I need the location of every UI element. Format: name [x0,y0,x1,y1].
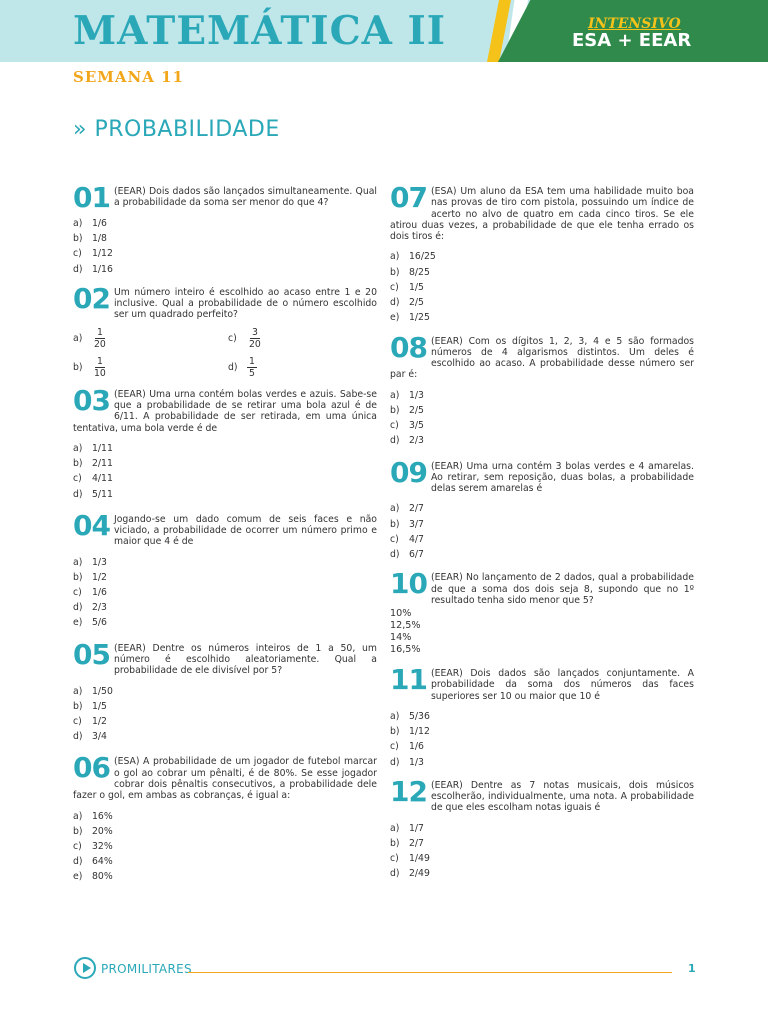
answer-option [73,231,377,246]
option-letter: b) [390,726,400,738]
option-value: 1/3 [92,556,107,568]
question-text-block [390,330,694,381]
option-letter: c) [390,281,399,293]
answer-options [73,441,377,502]
answer-value: 10% [390,608,412,620]
answer-options [73,684,377,745]
fraction-denominator: 20 [94,338,106,350]
option-value: 3/7 [409,518,424,530]
answer-value: 12,5% [390,620,421,632]
option-letter: d) [73,488,83,500]
question-text-block [73,508,377,548]
answer-option [73,356,228,379]
answer-option [73,585,377,600]
answer-option [73,839,377,854]
option-letter: d) [73,731,83,743]
option-letter: a) [390,389,400,401]
option-value: 1/2 [92,715,107,727]
answer-option [390,403,694,418]
answer-option [390,532,694,547]
question-block [73,508,377,631]
answer-option [73,729,377,744]
answer-values [390,608,694,656]
question-text-block [390,455,694,495]
question-statement: (EEAR) Dois dados são lançados simultaneamente. Qual a probabilidade da soma ser menor do que 4? [113,186,377,209]
question-text-block [73,751,377,802]
answer-option [73,246,377,261]
answer-option [73,555,377,570]
option-letter: a) [390,710,400,722]
option-value: 2/5 [409,404,424,416]
fraction-numerator: 1 [96,355,103,367]
option-value: 32% [92,840,113,852]
answer-option [73,714,377,729]
answer-options [73,809,377,885]
option-letter: c) [73,248,82,260]
question-block [73,281,377,379]
option-letter: a) [73,332,83,344]
answer-option [73,262,377,277]
option-value: 2/3 [409,435,424,447]
option-letter: b) [73,233,83,245]
question-text-block [390,663,694,702]
option-value: 16% [92,810,113,822]
question-text-block [73,637,377,677]
answer-option [390,501,694,516]
answer-option [390,295,694,310]
option-value: 1/49 [409,853,430,865]
questions-left-column [73,181,377,885]
option-letter: a) [73,218,83,229]
course-badge-bottom: ESA + EEAR [572,30,692,51]
answer-option [390,739,694,754]
option-letter: e) [390,312,400,324]
question-number: 03 [73,383,110,417]
fraction-numerator: 3 [251,326,258,338]
question-number: 02 [73,281,110,315]
option-letter: b) [73,458,83,470]
option-letter: b) [73,361,83,373]
question-statement: (EEAR) Dois dados são lançados conjuntamente. A probabilidade da soma dos números das faces superiores ser 10 ou maior que 10 é [430,668,694,702]
option-letter: b) [390,518,400,530]
option-value: 1/8 [92,233,107,245]
option-letter: a) [73,442,83,454]
option-letter: d) [390,868,400,880]
answer-option [73,456,377,471]
answer-options [73,216,377,277]
question-text-block [390,181,694,243]
option-value: 1/7 [409,822,424,834]
option-letter: d) [390,435,400,447]
option-letter: a) [73,685,83,697]
option-letter: c) [73,473,82,485]
option-value: 80% [92,871,113,883]
question-number: 06 [73,751,110,785]
answer-option [390,433,694,448]
fraction-denominator: 20 [249,338,261,350]
fraction-denominator: 5 [249,367,255,379]
footer-divider [188,972,672,973]
option-letter: d) [73,602,83,614]
fraction-denominator: 10 [94,367,106,379]
answer-option [73,684,377,699]
answer-options [390,249,694,325]
question-statement: (ESA) A probabilidade de um jogador de futebol marcar o gol ao cobrar um pênalti, é de 80%. Se esse jogador cobrar dois pênaltis consecutivos, a probabilidade dele fazer o gol, em ambas as cobranças, é igual a: [73,756,377,802]
answer-options [390,821,694,882]
option-letter: c) [228,332,237,344]
option-value: 8/25 [409,266,430,278]
option-letter: e) [73,617,83,629]
option-value: 1/25 [409,312,430,324]
option-letter: c) [390,533,399,545]
option-value: 1/3 [409,756,424,768]
question-statement: (EEAR) Com os dígitos 1, 2, 3, 4 e 5 são formados números de 4 algarismos distintos. Um deles é escolhido ao acaso. A probabilidade desse número ser par é: [390,335,694,381]
question-number: 07 [390,181,427,214]
answer-option [390,388,694,403]
option-value: 3/5 [409,420,424,432]
answer-option [73,615,377,630]
option-value: 2/11 [92,458,113,470]
option-letter: d) [228,361,238,373]
option-value: 16/25 [409,251,436,263]
answer-option [73,824,377,839]
question-number: 09 [390,455,427,489]
page-number: 1 [688,962,696,975]
option-value: 2/49 [409,868,430,880]
answer-option [390,836,694,851]
question-block [73,383,377,502]
option-letter: a) [390,503,400,515]
option-value: 1/5 [409,281,424,293]
option-value: 2/7 [409,837,424,849]
answer-option [73,327,228,350]
answer-options [390,709,694,770]
answer-option [73,216,377,231]
answer-option [390,249,694,264]
answer-value: 16,5% [390,644,421,656]
footer-brand: PROMILITARES [101,962,192,976]
option-value: 1/12 [409,726,430,738]
option-letter: d) [73,263,83,275]
option-letter: a) [73,810,83,822]
question-statement: Jogando-se um dado comum de seis faces e não viciado, a probabilidade de ocorrer um número primo e maior que 4 é de [113,513,377,548]
answer-option [73,600,377,615]
option-letter: c) [73,587,82,598]
option-value: 3/4 [92,731,107,743]
question-statement: (EEAR) No lançamento de 2 dados, qual a probabilidade de que a soma dos dois seja 8, supondo que no 1º resultado tenha sido menor que 5? [430,572,694,606]
question-block [73,637,377,745]
option-value: 5/6 [92,617,107,629]
answer-options [73,555,377,631]
option-letter: b) [73,571,83,583]
option-letter: b) [73,825,83,837]
option-value: 64% [92,856,113,868]
question-text-block [73,281,377,321]
answer-option [390,755,694,770]
fraction [247,327,263,350]
option-value: 1/6 [92,587,107,598]
answer-option [73,809,377,824]
question-block [390,774,694,882]
answer-option [390,724,694,739]
answer-option [73,570,377,585]
question-statement: (EEAR) Dentre os números inteiros de 1 a 50, um número é escolhido aleatoriamente. Qual a probabilidade de ele divisível por 5? [113,642,377,677]
question-number: 08 [390,330,427,364]
option-letter: c) [390,420,399,432]
option-letter: c) [73,715,82,727]
option-value: 1/5 [92,700,107,712]
option-letter: c) [390,853,399,865]
fraction-numerator: 1 [96,326,103,338]
option-value: 2/5 [409,297,424,309]
option-letter: d) [73,856,83,868]
option-letter: c) [73,840,82,852]
answer-option [390,310,694,325]
question-number: 12 [390,774,427,808]
question-text-block [390,774,694,814]
option-value: 2/7 [409,503,424,515]
option-value: 6/7 [409,549,424,560]
option-value: 5/36 [409,710,430,722]
answer-option [390,866,694,881]
question-number: 10 [390,567,427,601]
option-letter: b) [73,700,83,712]
fraction-numerator: 1 [249,355,255,367]
question-statement: (ESA) Um aluno da ESA tem uma habilidade muito boa nas provas de tiro com pistola, possuindo um índice de acerto no alvo de quatro em cada cinco tiros. Se ele atirou duas vezes, a probabilidade de que ele tenha errado os dois tiros é: [390,186,694,243]
question-statement: (EEAR) Uma urna contém bolas verdes e azuis. Sabe-se que a probabilidade de se retirar uma bola azul é de 6/11. A probabilidade de ser retirada, em uma única tentativa, uma bola verde é de [73,388,377,434]
question-text-block [390,567,694,606]
answer-option [73,699,377,714]
option-letter: d) [390,756,400,768]
question-block [73,181,377,277]
option-value: 1/50 [92,685,113,697]
fraction-options [73,327,377,379]
question-statement: Um número inteiro é escolhido ao acaso entre 1 e 20 inclusive. Qual a probabilidade de o número escolhido ser um quadrado perfeito? [113,286,377,321]
option-letter: d) [390,297,400,309]
question-statement: (EEAR) Uma urna contém 3 bolas verdes e 4 amarelas. Ao retirar, sem reposição, duas bolas, a probabilidade delas serem amarelas é [430,460,694,495]
promilitares-logo-icon [74,957,96,979]
option-value: 20% [92,825,113,837]
option-letter: e) [73,871,83,883]
option-value: 1/6 [92,218,107,229]
option-value: 1/6 [409,741,424,753]
option-value: 1/12 [92,248,113,260]
answer-option [73,854,377,869]
question-number: 11 [390,663,427,697]
question-number: 01 [73,181,110,214]
question-text-block [73,383,377,434]
option-value: 1/16 [92,263,113,275]
course-badge-top: INTENSIVO [588,16,681,32]
page-title: MATEMÁTICA II [73,8,446,54]
answer-options [390,388,694,449]
answer-option [228,356,368,379]
option-value: 5/11 [92,488,113,500]
answer-option [390,821,694,836]
option-value: 4/7 [409,533,424,545]
answer-option [73,441,377,456]
fraction [247,356,257,379]
answer-value: 14% [390,632,412,644]
option-value: 1/2 [92,571,107,583]
answer-option [390,517,694,532]
answer-option [390,418,694,433]
option-letter: a) [73,556,83,568]
option-value: 2/3 [92,602,107,614]
question-statement: (EEAR) Dentre as 7 notas musicais, dois músicos escolherão, individualmente, uma nota. A probabilidade de que eles escolham notas iguais é [430,779,694,814]
answer-option [73,471,377,486]
option-value: 1/11 [92,442,113,454]
question-block [390,181,694,326]
answer-option [390,265,694,280]
option-letter: b) [390,837,400,849]
answer-option [390,851,694,866]
fraction [92,327,108,350]
question-text-block [73,181,377,214]
answer-option [228,327,368,350]
option-letter: c) [390,741,399,753]
answer-option [390,280,694,295]
question-block [390,567,694,656]
question-block [390,330,694,449]
question-block [390,455,694,563]
answer-option [73,487,377,502]
option-value: 4/11 [92,473,113,485]
questions-right-column [390,181,694,882]
answer-option [390,709,694,724]
question-number: 04 [73,508,110,542]
week-label: SEMANA 11 [73,68,184,86]
option-letter: a) [390,251,400,263]
fraction [92,356,108,379]
answer-options [390,501,694,562]
option-letter: b) [390,404,400,416]
answer-option [390,547,694,562]
topic-heading: » PROBABILIDADE [73,117,280,142]
option-letter: b) [390,266,400,278]
option-value: 1/3 [409,389,424,401]
answer-option [73,869,377,884]
question-block [73,751,377,884]
question-number: 05 [73,637,110,671]
question-block [390,663,694,770]
option-letter: a) [390,822,400,834]
option-letter: d) [390,549,400,560]
